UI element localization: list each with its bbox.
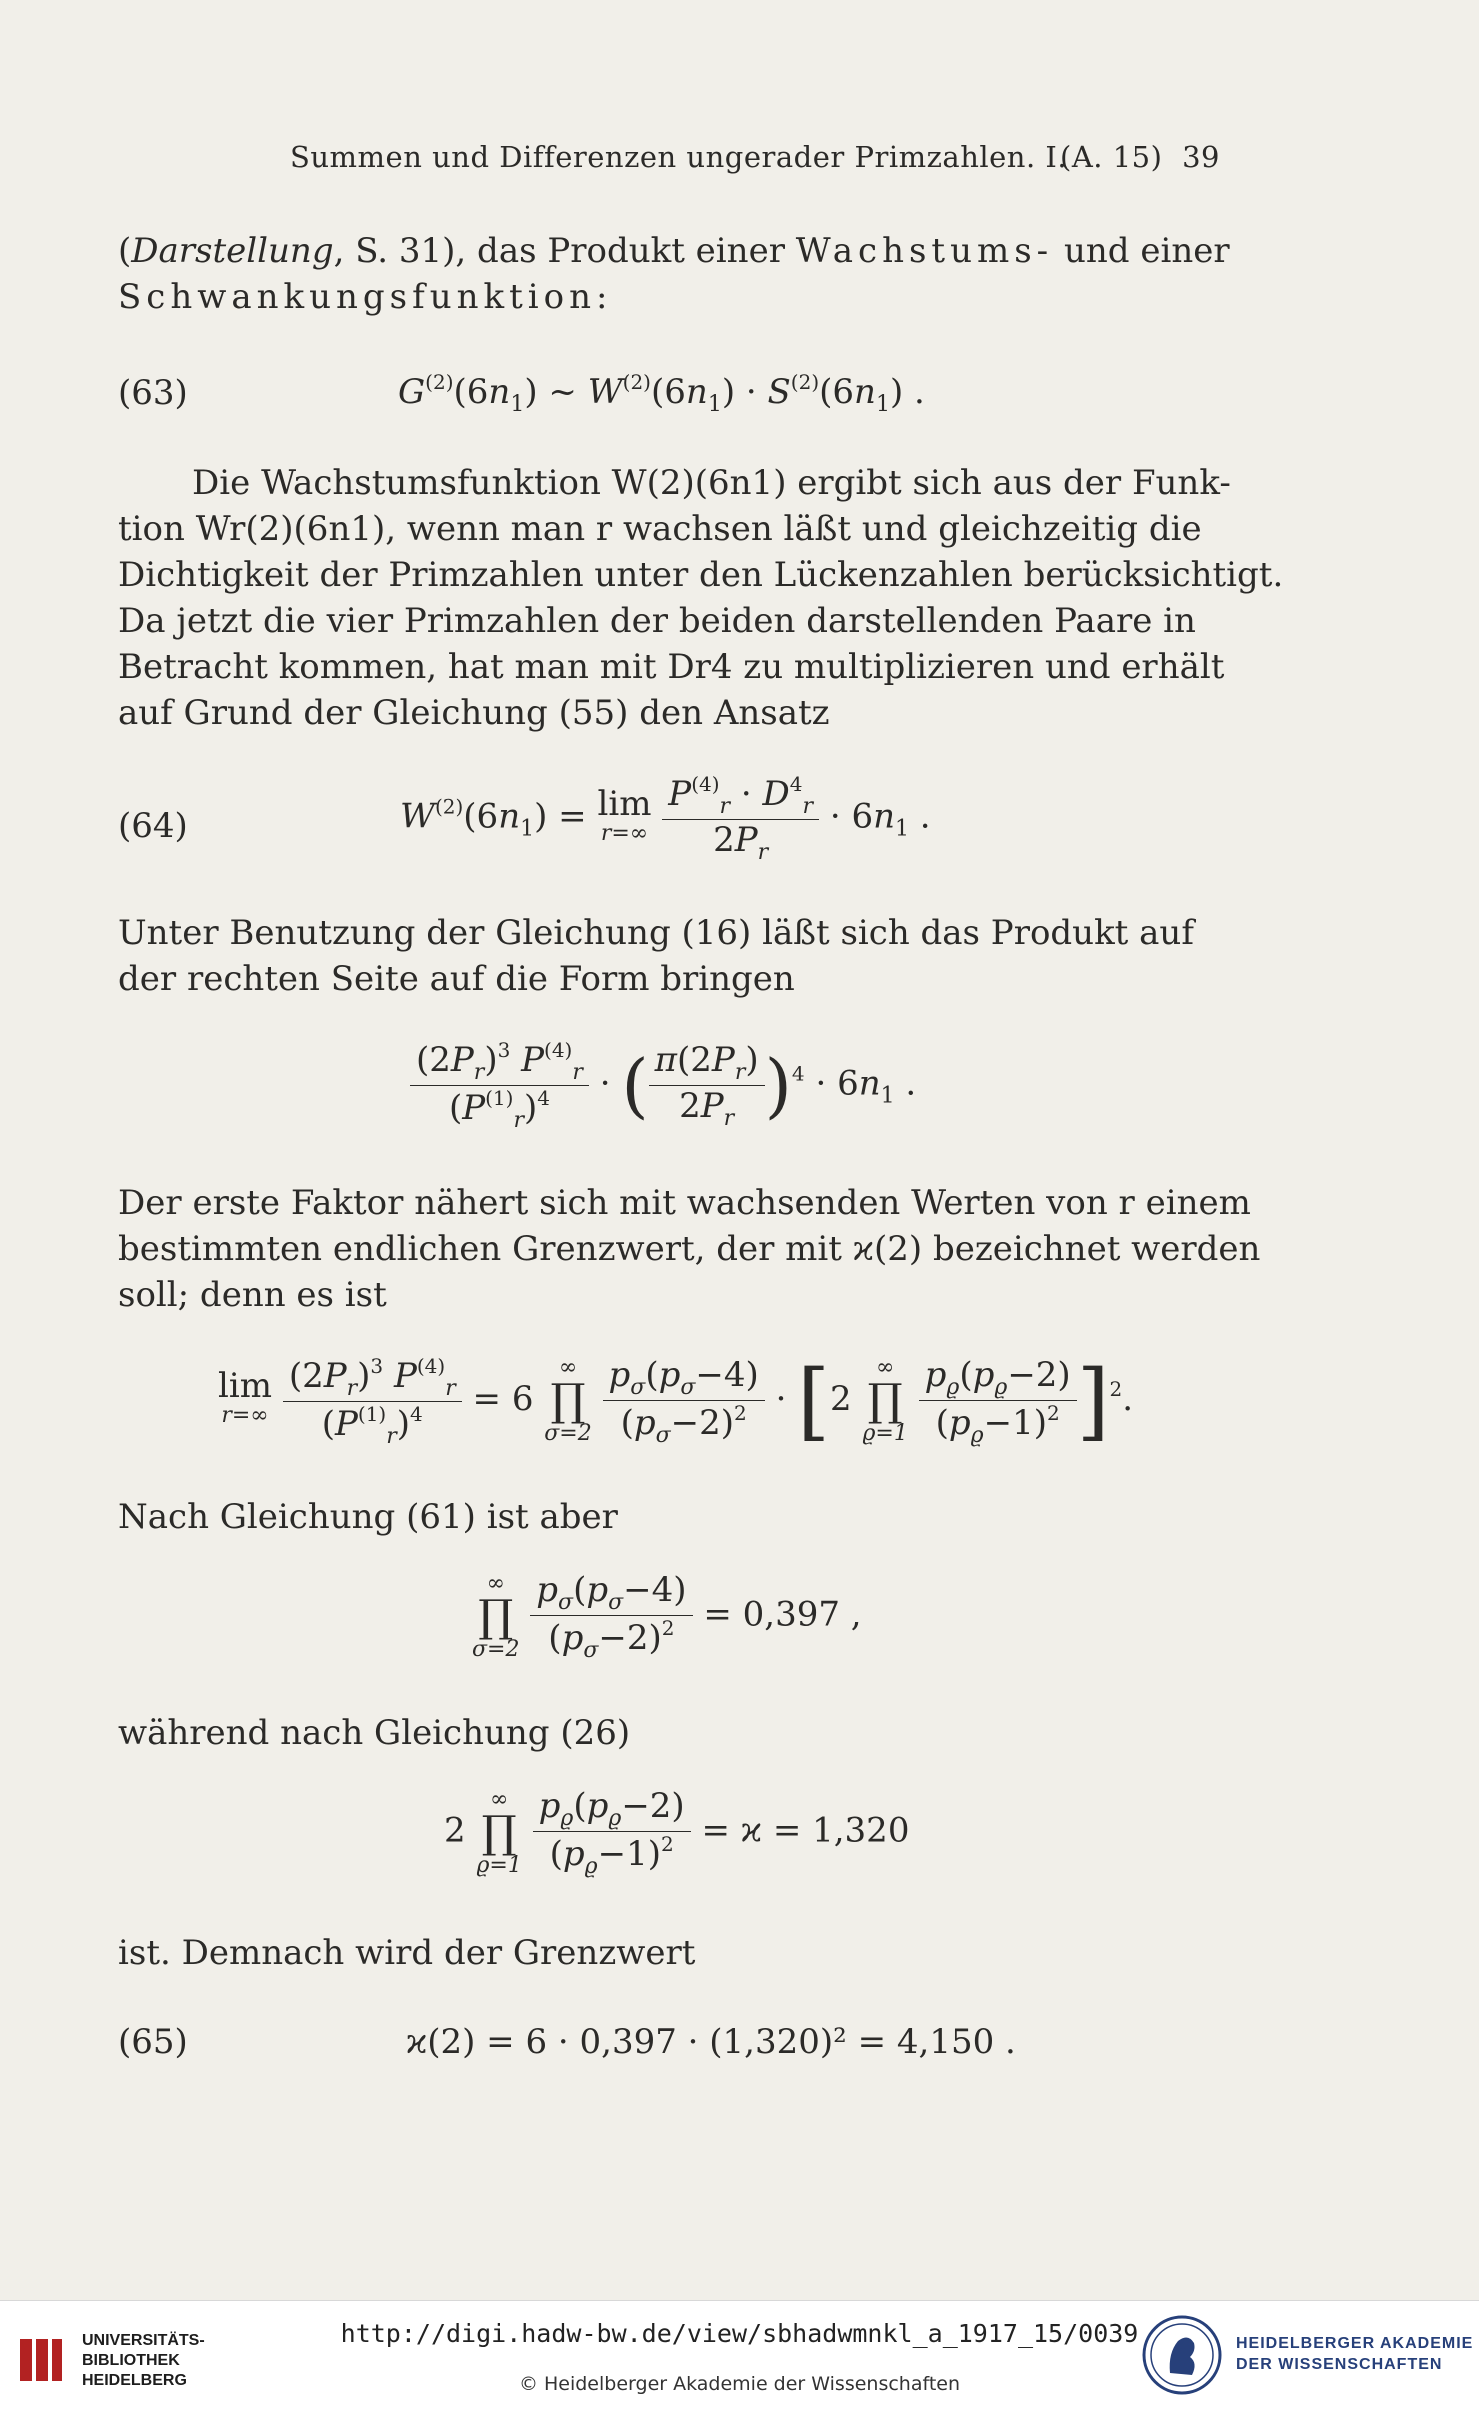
viewer-footer: UNIVERSITÄTS- BIBLIOTHEK HEIDELBERG http://digi.hadw-bw.de/view/sbhadwmnkl_a_1917_15/0039 © Heidelberger Akademie der Wissenschaften HEIDELBERGER AKADEMIE DER WISSENSCHAFTEN <box>0 2300 1479 2424</box>
paragraph-transform <box>118 910 1222 1002</box>
copyright-notice: © Heidelberger Akademie der Wissenschaften <box>518 2373 961 2395</box>
page-number: 39 <box>1182 140 1220 174</box>
equation-product-form: $\frac{(2P_r)^3 P^{(4)}_r}{(P^{(1)}_r)^4}$ · ( $\frac{\pi(2P_r)}{2P_r}$ )$^4 \cdot 6n_1$ . <box>410 1038 916 1133</box>
text-line: während nach Gleichung (26) <box>118 1713 631 1753</box>
text-line: (Darstellung, S. 31), das Produkt einer Wachstums- und einer <box>118 231 1230 271</box>
text-line: soll; denn es ist <box>118 1275 387 1315</box>
text-line: Nach Gleichung (61) ist aber <box>118 1497 618 1537</box>
text-line: Der erste Faktor nähert sich mit wachsenden Werten von r einem <box>118 1183 1251 1223</box>
product-operator: ∞ ∏ σ=2 <box>544 1355 592 1446</box>
permalink[interactable]: http://digi.hadw-bw.de/view/sbhadwmnkl_a_1917_15/0039 <box>340 2319 1139 2348</box>
text-line: bestimmten endlichen Grenzwert, der mit ϰ(2) bezeichnet werden <box>118 1229 1261 1269</box>
paragraph-first-factor <box>118 1180 1261 1318</box>
limit-operator: lim r=∞ <box>597 783 652 846</box>
text-line: Da jetzt die vier Primzahlen der beiden darstellenden Paare in <box>118 601 1196 641</box>
text-line: Dichtigkeit der Primzahlen unter den Lückenzahlen berücksichtigt. <box>118 555 1284 595</box>
equation-limit: lim r=∞ $\frac{(2P_r)^3 P^{(4)}_r}{(P^{(1)}_r)^4}$ = 6 ∞ ∏ σ=2 $\frac{p_\sigma(p_\sigma-4)}{(p_\sigma-2)^2}$ · [2 ∞ ∏ ϱ=1 $\frac{p_ϱ(p_ϱ-2)}{(p_ϱ-1)^2}$ ]$^2$. <box>218 1352 1134 1450</box>
equation-65: ϰ(2) = 6 · 0,397 · (1,320)² = 4,150 . <box>406 2022 1016 2062</box>
running-title: Summen und Differenzen ungerader Primzahlen. I. <box>290 140 1068 174</box>
academy-seal-icon <box>1140 2313 1224 2397</box>
equation-63: $G^{(2)}(6n_1)$ ~ $W^{(2)}(6n_1) \cdot S^{(2)}(6n_1)$ . <box>398 370 925 417</box>
fraction: $\frac{P^{(4)}_r \cdot D^4_r}{2P_r}$ <box>662 772 819 865</box>
equation-product-0397: ∞ ∏ σ=2 $\frac{p_\sigma(p_\sigma-4)}{(p_\sigma-2)^2}$ = 0,397 , <box>472 1570 862 1663</box>
equation-number: (64) <box>118 806 188 846</box>
equation-64: $W^{(2)}(6n_1) = \lim$ r=∞ $\frac{P^{(4)}_r \cdot D^4_r}{2P_r}$ · $6n_1$ . <box>400 772 931 865</box>
equation-number: (63) <box>118 373 188 413</box>
product-operator: ∞ ∏ ϱ=1 <box>862 1355 908 1446</box>
equation-number: (65) <box>118 2022 188 2062</box>
text-line: der rechten Seite auf die Form bringen <box>118 959 795 999</box>
paragraph-equation-26 <box>118 1710 1222 1756</box>
paragraph-intro <box>118 228 1230 320</box>
text-line: ist. Demnach wird der Grenzwert <box>118 1933 696 1973</box>
paragraph-limit-value <box>118 1930 1222 1976</box>
text-line: Betracht kommen, hat man mit Dr4 zu multiplizieren und erhält <box>118 647 1225 687</box>
text-line: Unter Benutzung der Gleichung (16) läßt sich das Produkt auf <box>118 913 1194 953</box>
equation-product-1320: 2 ∞ ∏ ϱ=1 $\frac{p_ϱ(p_ϱ-2)}{(p_ϱ-1)^2}$ = ϰ = 1,320 <box>444 1786 910 1879</box>
text-line: auf Grund der Gleichung (55) den Ansatz <box>118 693 830 733</box>
paragraph-growth-function <box>118 460 1284 736</box>
article-ref: (A. 15) <box>1060 140 1163 174</box>
text-line: Die Wachstumsfunktion W(2)(6n1) ergibt sich aus der Funk- <box>192 463 1231 503</box>
paragraph-equation-61 <box>118 1494 1222 1540</box>
text-line: tion Wr(2)(6n1), wenn man r wachsen läßt und gleichzeitig die <box>118 509 1202 549</box>
text-line: Schwankungsfunktion: <box>118 277 613 317</box>
